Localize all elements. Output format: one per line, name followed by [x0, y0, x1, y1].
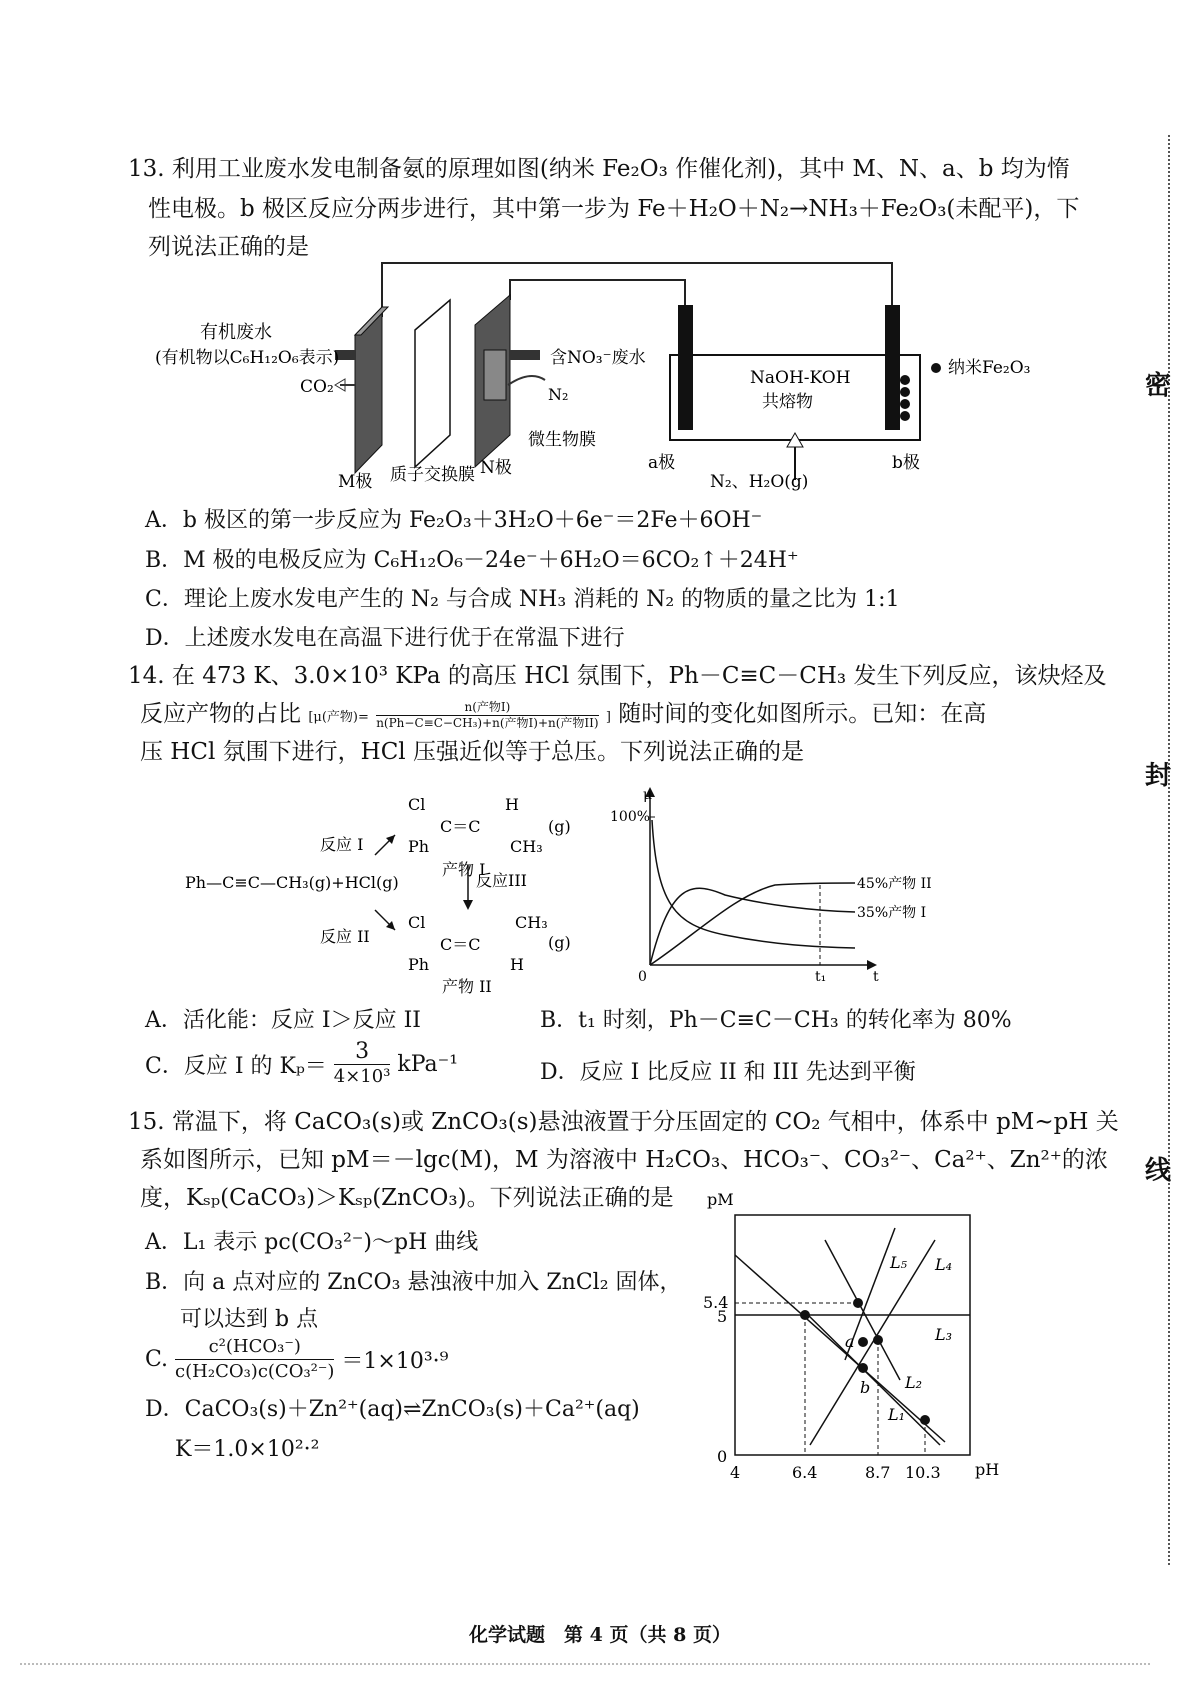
p2-ce: C＝C — [440, 935, 481, 954]
q14-formula-den: n(Ph−C≡C−CH₃)+n(产物I)+n(产物II) — [376, 715, 599, 730]
page-footer: 化学试题 第 4 页（共 8 页） — [469, 1624, 731, 1646]
q14-optc-unit: kPa⁻¹ — [397, 1052, 459, 1077]
q13-option-c: C．理论上废水发电产生的 N₂ 与合成 NH₃ 消耗的 N₂ 的物质的量之比为 1:1 — [145, 587, 900, 612]
q13-stem-line1: 利用工业废水发电制备氨的原理如图(纳米 Fe₂O₃ 作催化剂)，其中 M、N、a、b 均为惰 — [171, 156, 1070, 182]
q14-optc-prefix: C．反应 I 的 Kₚ＝ — [145, 1054, 327, 1079]
q14-mu-t-graph — [610, 785, 975, 995]
q15-stem-line3: 度，Kₛₚ(CaCO₃)＞Kₛₚ(ZnCO₃)。下列说法正确的是 — [140, 1185, 674, 1211]
q15-option-b-line1: B．向 a 点对应的 ZnCO₃ 悬浊液中加入 ZnCl₂ 固体， — [145, 1270, 682, 1295]
side-char-mi: 密 — [1145, 371, 1172, 401]
p2-curve-label: 45%产物 II — [857, 876, 932, 892]
q15-option-d-line1: D．CaCO₃(s)＋Zn²⁺(aq)⇌ZnCO₃(s)＋Ca²⁺(aq) — [145, 1397, 640, 1422]
side-char-feng: 封 — [1145, 761, 1172, 791]
q13-option-d: D．上述废水发电在高温下进行优于在常温下进行 — [145, 626, 625, 651]
reaction1-label: 反应 I — [320, 835, 364, 854]
label-L4: L₄ — [935, 1255, 953, 1274]
p1-g: (g) — [548, 817, 571, 836]
t1-label: t₁ — [815, 969, 827, 985]
melt-line2: 共熔物 — [762, 392, 813, 412]
q14-optc-num: 3 — [334, 1040, 391, 1065]
y-tick-5.4: 5.4 — [703, 1293, 729, 1312]
y-tick-0: 0 — [717, 1447, 728, 1466]
x-tick-8.7: 8.7 — [865, 1463, 891, 1482]
q15-option-d-line2: K＝1.0×10²·² — [175, 1437, 320, 1462]
label-b: b — [860, 1378, 871, 1397]
label-L2: L₂ — [905, 1373, 923, 1392]
no3-label: 含NO₃⁻废水 — [550, 348, 646, 368]
p1-curve-label: 35%产物 I — [857, 905, 927, 921]
point-a — [858, 1337, 868, 1347]
pm-ylabel: pM — [707, 1190, 734, 1209]
p1-cl: Cl — [408, 795, 426, 814]
q14-formula-fraction — [376, 700, 598, 731]
n-electrode-label: N极 — [480, 458, 512, 478]
q15-optc-num: c²(HCO₃⁻) — [175, 1335, 334, 1360]
p1-h: H — [505, 795, 519, 814]
m-electrode-label: M极 — [338, 472, 373, 492]
organic-waste-label: 有机废水 — [200, 322, 272, 343]
p2-ch3: CH₃ — [515, 913, 548, 932]
label-L5: L₅ — [890, 1253, 908, 1272]
reactant-curve — [652, 820, 855, 948]
q14-stem-text2a: 反应产物的占比 — [140, 701, 301, 727]
co2-label: CO₂ — [300, 377, 334, 397]
x-tick-6.4: 6.4 — [792, 1463, 818, 1482]
point-b — [858, 1363, 868, 1373]
q13-option-a: A．b 极区的第一步反应为 Fe₂O₃＋3H₂O＋6e⁻＝2Fe＋6OH⁻ — [145, 508, 763, 533]
q14-option-d: D．反应 I 比反应 II 和 III 先达到平衡 — [540, 1060, 916, 1085]
q13-number: 13. — [128, 156, 165, 182]
proton-membrane — [415, 300, 450, 467]
label-L3: L₃ — [935, 1325, 953, 1344]
q14-number: 14. — [128, 663, 165, 689]
product1-curve — [650, 888, 855, 965]
catalyst-label: 纳米Fe₂O₃ — [948, 358, 1031, 378]
q14-option-c — [145, 1040, 458, 1089]
organic-note-label: (有机物以C₆H₁₂O₆表示) — [155, 348, 340, 368]
q13-stem-line3: 列说法正确的是 — [148, 234, 309, 260]
reaction2-label: 反应 II — [320, 927, 370, 946]
q14-formula-num: n(产物I) — [376, 700, 598, 716]
p2-ph: Ph — [408, 955, 430, 974]
q15-optc-rhs: ＝1×10³·⁹ — [341, 1349, 449, 1374]
p2-h: H — [510, 955, 524, 974]
gas-in-label: N₂、H₂O(g) — [710, 472, 809, 492]
side-char-xian: 线 — [1145, 1156, 1172, 1186]
bottom-dotted-line — [20, 1663, 1150, 1665]
biofilm-rect — [484, 350, 506, 400]
q13-option-b: B．M 极的电极反应为 C₆H₁₂O₆－24e⁻＋6H₂O＝6CO₂↑＋24H⁺ — [145, 548, 799, 573]
n2-label: N₂ — [548, 385, 569, 404]
label-a: a — [845, 1332, 855, 1351]
reactant-label: Ph—C≡C—CH₃(g)+HCl(g) — [185, 873, 399, 892]
q15-number: 15. — [128, 1109, 165, 1135]
q13-diagram — [150, 255, 1070, 500]
mu-100: 100% — [610, 809, 651, 825]
biofilm-label: 微生物膜 — [528, 430, 596, 450]
p2-g: (g) — [548, 933, 571, 952]
line-L4 — [810, 1240, 935, 1445]
point-10.3 — [920, 1415, 930, 1425]
reaction3-label: 反应III — [476, 871, 527, 890]
q14-optc-den: 4×10³ — [333, 1066, 391, 1087]
x-tick-10.3: 10.3 — [905, 1463, 941, 1482]
q15-optc-fraction — [175, 1335, 334, 1384]
product1-label: 产物 I — [442, 860, 486, 879]
q15-stem-line1 — [128, 1103, 1119, 1141]
y-tick-5: 5 — [717, 1307, 728, 1326]
q15-optc-prefix: C. — [145, 1347, 169, 1372]
q14-reaction-scheme — [180, 780, 600, 996]
p1-ch3: CH₃ — [510, 837, 543, 856]
q14-option-b: B．t₁ 时刻，Ph－C≡C－CH₃ 的转化率为 80% — [540, 1008, 1012, 1033]
point-5.4 — [853, 1298, 863, 1308]
t-xlabel: t — [873, 969, 879, 985]
q15-stem-line2: 系如图所示，已知 pM＝－lgc(M)，M 为溶液中 H₂CO₃、HCO₃⁻、CO₃²⁻、Ca²⁺、Zn²⁺的浓 — [140, 1147, 1108, 1173]
mu-origin: 0 — [638, 969, 647, 985]
q13-wire-inner — [510, 280, 685, 310]
label-L1: L₁ — [888, 1405, 906, 1424]
b-electrode-label: b极 — [892, 453, 920, 473]
ph-xlabel: pH — [975, 1460, 1000, 1479]
a-electrode — [678, 305, 693, 430]
q15-pm-ph-graph — [695, 1180, 1015, 1490]
point-6.4 — [800, 1310, 810, 1320]
q13-stem — [128, 150, 1070, 188]
q14-formula-right: ] — [605, 710, 611, 725]
q13-wire — [382, 263, 892, 317]
p2-cl: Cl — [408, 913, 426, 932]
x-tick-4: 4 — [730, 1463, 741, 1482]
q13-stem-line2: 性电极。b 极区反应分两步进行，其中第一步为 Fe＋H₂O＋N₂→NH₃＋Fe₂O₃(未配平)，下 — [148, 196, 1080, 222]
line-L2 — [735, 1255, 945, 1442]
q14-stem-line1 — [128, 657, 1106, 695]
p1-ce: C＝C — [440, 817, 481, 836]
q14-formula-left: [μ(产物)= — [308, 710, 369, 725]
p1-ph: Ph — [408, 837, 430, 856]
binding-line — [1168, 135, 1170, 1565]
q14-optc-fraction — [334, 1040, 391, 1089]
a-electrode-label: a极 — [648, 453, 676, 473]
q14-stem-text1: 在 473 K、3.0×10³ KPa 的高压 HCl 氛围下，Ph－C≡C－CH₃ 发生下列反应，该炔烃及 — [171, 663, 1107, 689]
q14-stem-line2 — [140, 695, 986, 737]
mu-ylabel: μ — [643, 787, 653, 803]
product2-label: 产物 II — [442, 977, 492, 996]
q15-stem-text1: 常温下，将 CaCO₃(s)或 ZnCO₃(s)悬浊液置于分压固定的 CO₂ 气相中，体系中 pM~pH 关 — [171, 1109, 1119, 1135]
melt-line1: NaOH-KOH — [750, 368, 851, 388]
n2-arrow — [508, 376, 545, 385]
b-electrode — [885, 305, 900, 430]
q14-option-a: A．活化能：反应 I＞反应 II — [145, 1008, 421, 1033]
catalyst-dot — [931, 363, 941, 373]
point-8.7 — [873, 1335, 883, 1345]
q15-optc-den: c(H₂CO₃)c(CO₃²⁻) — [175, 1361, 335, 1382]
q14-stem-line3: 压 HCl 氛围下进行，HCl 压强近似等于总压。下列说法正确的是 — [140, 739, 804, 765]
q15-option-c — [145, 1335, 448, 1384]
q15-option-b-line2: 可以达到 b 点 — [180, 1307, 319, 1332]
q14-stem-text2b: 随时间的变化如图所示。已知：在高 — [618, 701, 987, 727]
q15-option-a: A．L₁ 表示 pc(CO₃²⁻)～pH 曲线 — [145, 1230, 479, 1255]
membrane-label: 质子交换膜 — [390, 465, 475, 485]
